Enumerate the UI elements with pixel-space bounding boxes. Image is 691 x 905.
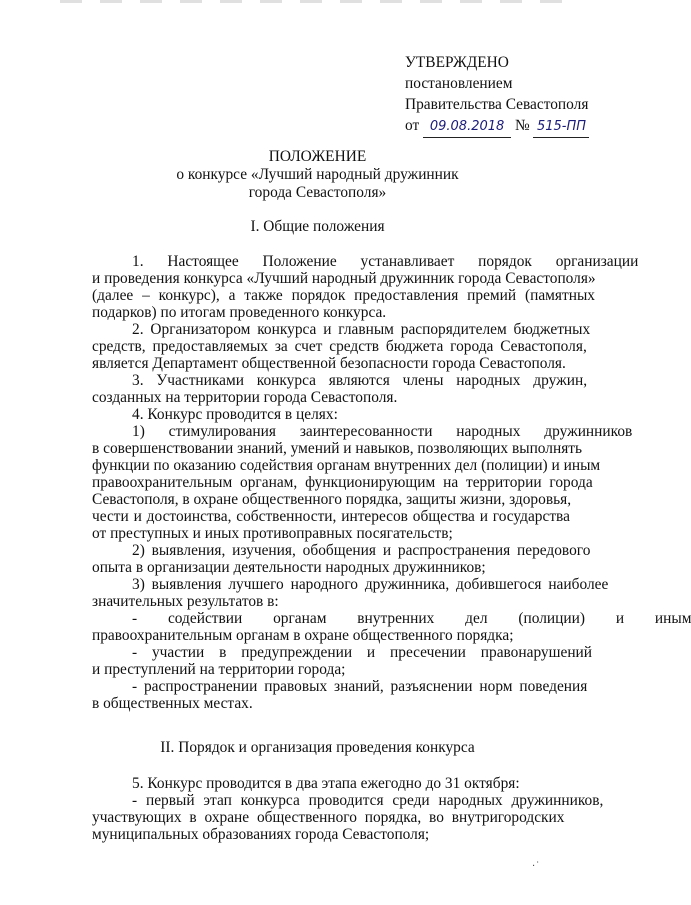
approval-stamp bbox=[405, 52, 615, 138]
text-line: в совершенствовании знаний, умений и навыков, позволяющих выполнять bbox=[92, 440, 583, 457]
text-line: муниципальных образованиях города Севастополя; bbox=[92, 826, 430, 843]
paragraph-1 bbox=[92, 253, 691, 712]
text-line: от преступных и иных противоправных посягательств; bbox=[92, 525, 453, 542]
text-line: Севастополя, в охране общественного порядка, защиты жизни, здоровья, bbox=[92, 491, 572, 508]
title-line-2: о конкурсе «Лучший народный дружинник bbox=[176, 166, 459, 183]
title-line-3: города Севастополя» bbox=[248, 184, 387, 201]
text-line: участвующих в охране общественного порядка, во внутригородских bbox=[92, 809, 565, 826]
section-heading-1: I. Общие положения bbox=[250, 218, 385, 235]
text-line: и преступлений на территории города; bbox=[92, 661, 346, 678]
handwritten-number: 515-ПП bbox=[533, 116, 589, 138]
text-line: - первый этап конкурса проводится среди народных дружинников, bbox=[132, 792, 604, 809]
text-line: в общественных местах. bbox=[92, 695, 253, 712]
text-line: значительных результатов в: bbox=[92, 593, 279, 610]
approval-line-decree: постановлением bbox=[405, 75, 513, 92]
text-line: 2) выявления, изучения, обобщения и распространения передового bbox=[132, 542, 591, 559]
title-main: ПОЛОЖЕНИЕ bbox=[268, 148, 367, 165]
text-line: 5. Конкурс проводится в два этапа ежегодно до 31 октября: bbox=[132, 775, 520, 792]
text-line: созданных на территории города Севастополя. bbox=[92, 389, 398, 406]
text-line: 1. Настоящее Положение устанавливает порядок организации bbox=[132, 253, 639, 270]
text-line: - содействии органам внутренних дел (полиции) и иным bbox=[132, 610, 691, 627]
text-line: 3) выявления лучшего народного дружинника, добившегося наиболее bbox=[132, 576, 609, 593]
text-line: функции по оказанию содействия органам внутренних дел (полиции) и иным bbox=[92, 457, 601, 474]
section-heading-2: II. Порядок и организация проведения конкурса bbox=[160, 739, 475, 756]
text-line: - участии в предупреждении и пресечении правонарушений bbox=[132, 644, 593, 661]
document-title bbox=[0, 148, 635, 202]
text-line: 1) стимулирования заинтересованности народных дружинников bbox=[132, 423, 633, 440]
number-label: № bbox=[514, 117, 530, 134]
approval-date-line bbox=[405, 115, 615, 138]
text-line: 3. Участниками конкурса являются члены народных дружин, bbox=[132, 372, 588, 389]
text-line: правоохранительным органам в охране общественного порядка; bbox=[92, 627, 514, 644]
text-line: средств, предоставляемых за счет средств бюджета города Севастополя, bbox=[92, 338, 587, 355]
text-line: чести и достоинства, собственности, интересов общества и государства bbox=[92, 508, 570, 525]
from-label: от bbox=[405, 117, 420, 134]
text-line: является Департамент общественной безопасности города Севастополя. bbox=[92, 355, 566, 372]
text-line: подарков) по итогам проведенного конкурса. bbox=[92, 304, 387, 321]
text-line: (далее – конкурс), а также порядок предоставления премий (памятных bbox=[92, 287, 596, 304]
scan-edge-artifact bbox=[60, 0, 575, 3]
approval-heading: УТВЕРЖДЕНО bbox=[405, 54, 509, 71]
text-line: 4. Конкурс проводится в целях: bbox=[132, 406, 338, 423]
approval-line-government: Правительства Севастополя bbox=[405, 96, 589, 113]
text-line: правоохранительным органам, функционирующим на территории города bbox=[92, 474, 593, 491]
handwritten-date: 09.08.2018 bbox=[423, 116, 511, 138]
scan-speck: ·˙ bbox=[532, 861, 541, 872]
paragraph-5 bbox=[92, 775, 604, 843]
text-line: - распространении правовых знаний, разъяснении норм поведения bbox=[132, 678, 588, 695]
text-line: опыта в организации деятельности народных дружинников; bbox=[92, 559, 486, 576]
text-line: и проведения конкурса «Лучший народный дружинник города Севастополя» bbox=[92, 270, 596, 287]
text-line: 2. Организатором конкурса и главным распорядителем бюджетных bbox=[132, 321, 591, 338]
